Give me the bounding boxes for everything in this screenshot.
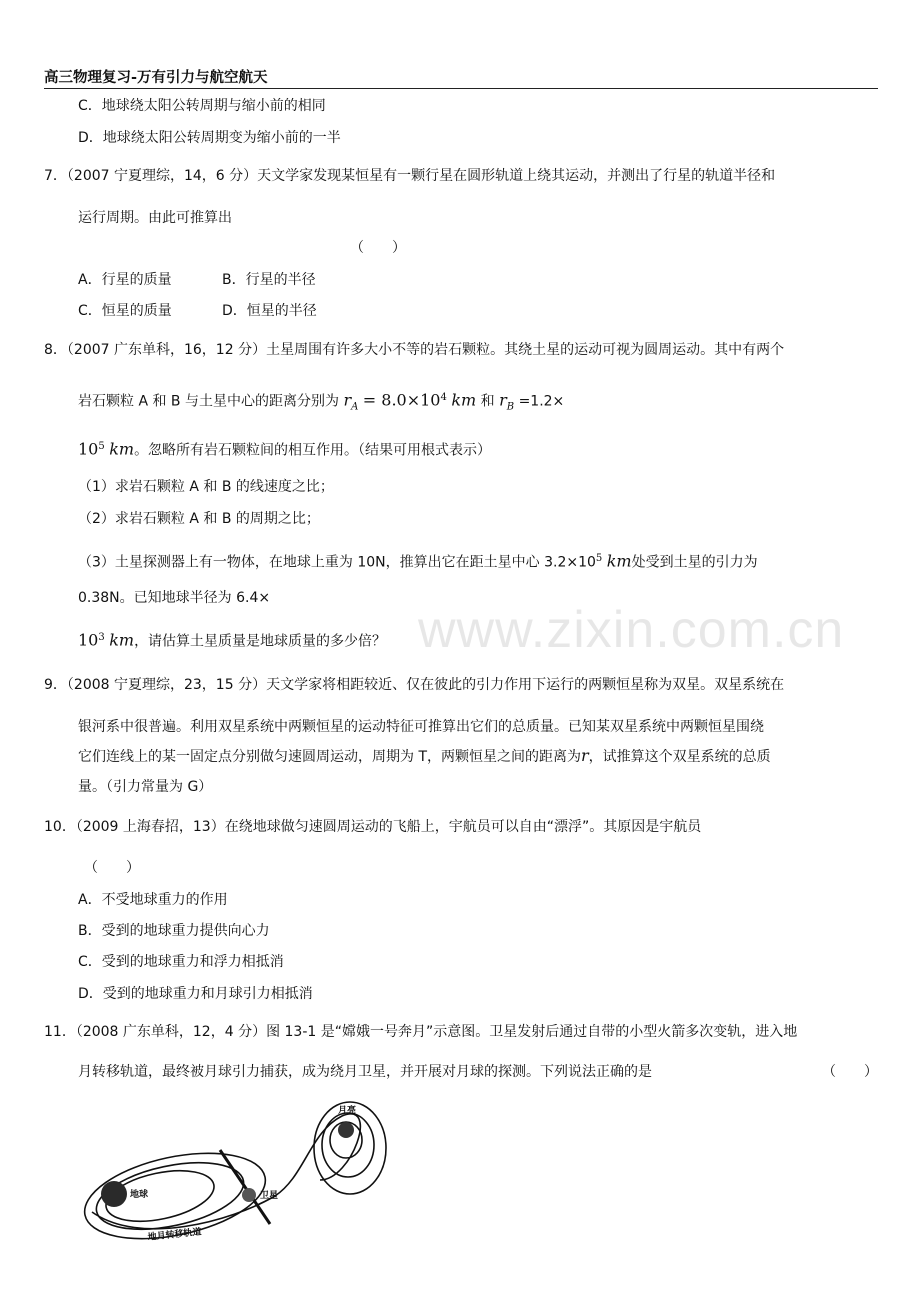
q8-part-3-base: 10 <box>78 630 99 650</box>
q6-option-d: D．地球绕太阳公转周期变为缩小前的一半 <box>78 130 341 146</box>
q9-line3 <box>78 746 771 767</box>
q11-answer-paren: （ ） <box>822 1064 878 1080</box>
q8-part-3-unit: km <box>606 551 632 571</box>
q6-option-c: C．地球绕太阳公转周期与缩小前的相同 <box>78 98 326 114</box>
q8-ra-subscript: A <box>351 401 359 413</box>
chang-e-orbit-figure <box>80 1100 410 1250</box>
q7-stem-line1: 7．（2007 宁夏理综，14，6 分）天文学家发现某恒星有一颗行星在圆形轨道上绕其运动，并测出了行星的轨道半径和 <box>44 168 776 184</box>
page-header <box>44 66 878 89</box>
q8-and: 和 <box>480 393 500 410</box>
transfer-orbit <box>92 1114 360 1229</box>
watermark: www.zixin.com.cn <box>418 601 845 659</box>
q8-stem-line1: 8．（2007 广东单科，16，12 分）土星周围有许多大小不等的岩石颗粒。其绕土星的运动可视为圆周运动。其中有两个 <box>44 342 785 358</box>
q7-answer-paren: （ ） <box>350 240 406 256</box>
q8-part-1: （1）求岩石颗粒 A 和 B 的线速度之比； <box>78 479 334 495</box>
q10-option-a: A．不受地球重力的作用 <box>78 892 228 908</box>
q9-distance-symbol: r <box>581 746 589 765</box>
q8-rb-base: 10 <box>78 439 99 459</box>
q8-rb-unit: km <box>109 439 135 459</box>
q8-stem-line2 <box>78 388 564 417</box>
earth-icon <box>101 1181 127 1207</box>
q7-stem-line2: 运行周期。由此可推算出 <box>78 210 232 226</box>
q8-part-3-line3-unit: km <box>109 630 135 650</box>
q10-answer-paren: （ ） <box>84 860 140 876</box>
q8-part-3-text: （3）土星探测器上有一物体，在地球上重为 10N，推算出它在距土星中心 3.2×10 <box>78 554 596 571</box>
q7-option-b: B．行星的半径 <box>222 272 316 288</box>
q8-stem-line3-text: 。忽略所有岩石颗粒间的相互作用。（结果可用根式表示） <box>134 442 492 459</box>
moon-label: 月亮 <box>338 1106 357 1116</box>
q8-part-3-line3-text: ，请估算土星质量是地球质量的多少倍？ <box>134 633 387 650</box>
q8-part-3 <box>78 549 758 573</box>
orbit-marker-line <box>220 1150 270 1224</box>
transfer-orbit-label: 地月转移轨道 <box>147 1227 203 1243</box>
q8-stem-line3 <box>78 437 491 461</box>
q10-stem: 10．（2009 上海春招，13）在绕地球做匀速圆周运动的飞船上，宇航员可以自由“漂浮”。其原因是宇航员 <box>44 819 702 835</box>
q7-option-a: A．行星的质量 <box>78 272 172 288</box>
satellite-icon <box>242 1188 256 1202</box>
q9-line2: 银河系中很普遍。利用双星系统中两颗恒星的运动特征可推算出它们的总质量。已知某双星系统中两颗恒星围绕 <box>78 719 764 735</box>
q8-part-3-line3-exponent: 3 <box>98 632 105 643</box>
moon-icon <box>338 1122 354 1138</box>
q8-part-3-line3 <box>78 628 386 652</box>
q8-ra-unit: km <box>451 390 477 410</box>
header-title: 高三物理复习-万有引力与航空航天 <box>44 70 268 86</box>
q7-option-d: D．恒星的半径 <box>222 303 317 319</box>
q9-line4: 量。（引力常量为 G） <box>78 779 213 795</box>
q11-stem-line1: 11．（2008 广东单科，12，4 分）图 13-1 是“嫦娥一号奔月”示意图。卫星发射后通过自带的小型火箭多次变轨，进入地 <box>44 1024 798 1040</box>
q8-ra-symbol: r <box>343 390 352 410</box>
q9-line3-text-end: ，试推算这个双星系统的总质 <box>588 749 771 765</box>
q8-ra-exponent: 4 <box>440 392 447 403</box>
q8-rb-value: =1.2× <box>518 393 565 410</box>
q8-ra-value: = 8.0×10 <box>362 390 441 410</box>
q8-part-3-line2: 0.38N。已知地球半径为 6.4× <box>78 590 271 606</box>
q10-option-c: C．受到的地球重力和浮力相抵消 <box>78 954 284 970</box>
earth-label: 地球 <box>130 1190 149 1200</box>
satellite-label: 卫星 <box>260 1191 279 1201</box>
q8-rb-exponent: 5 <box>98 441 105 452</box>
q8-rb-symbol: r <box>499 390 507 410</box>
q11-stem-line2: 月转移轨道，最终被月球引力捕获，成为绕月卫星，并开展对月球的探测。下列说法正确的是 <box>78 1064 652 1080</box>
q8-rb-subscript: B <box>506 401 515 413</box>
q8-part-3-exponent: 5 <box>595 553 603 564</box>
q9-line3-text: 它们连线上的某一固定点分别做匀速圆周运动，周期为 T，两颗恒星之间的距离为 <box>78 749 581 765</box>
q8-part-3-text-end: 处受到土星的引力为 <box>631 554 758 571</box>
q10-option-b: B．受到的地球重力提供向心力 <box>78 923 270 939</box>
q9-line1: 9．（2008 宁夏理综，23，15 分）天文学家将相距较近、仅在彼此的引力作用下运行的两颗恒星称为双星。双星系统在 <box>44 677 785 693</box>
q8-stem-line2-text: 岩石颗粒 A 和 B 与土星中心的距离分别为 <box>78 393 339 410</box>
q7-option-c: C．恒星的质量 <box>78 303 172 319</box>
q10-option-d: D．受到的地球重力和月球引力相抵消 <box>78 986 313 1002</box>
q8-part-2: （2）求岩石颗粒 A 和 B 的周期之比； <box>78 511 320 527</box>
